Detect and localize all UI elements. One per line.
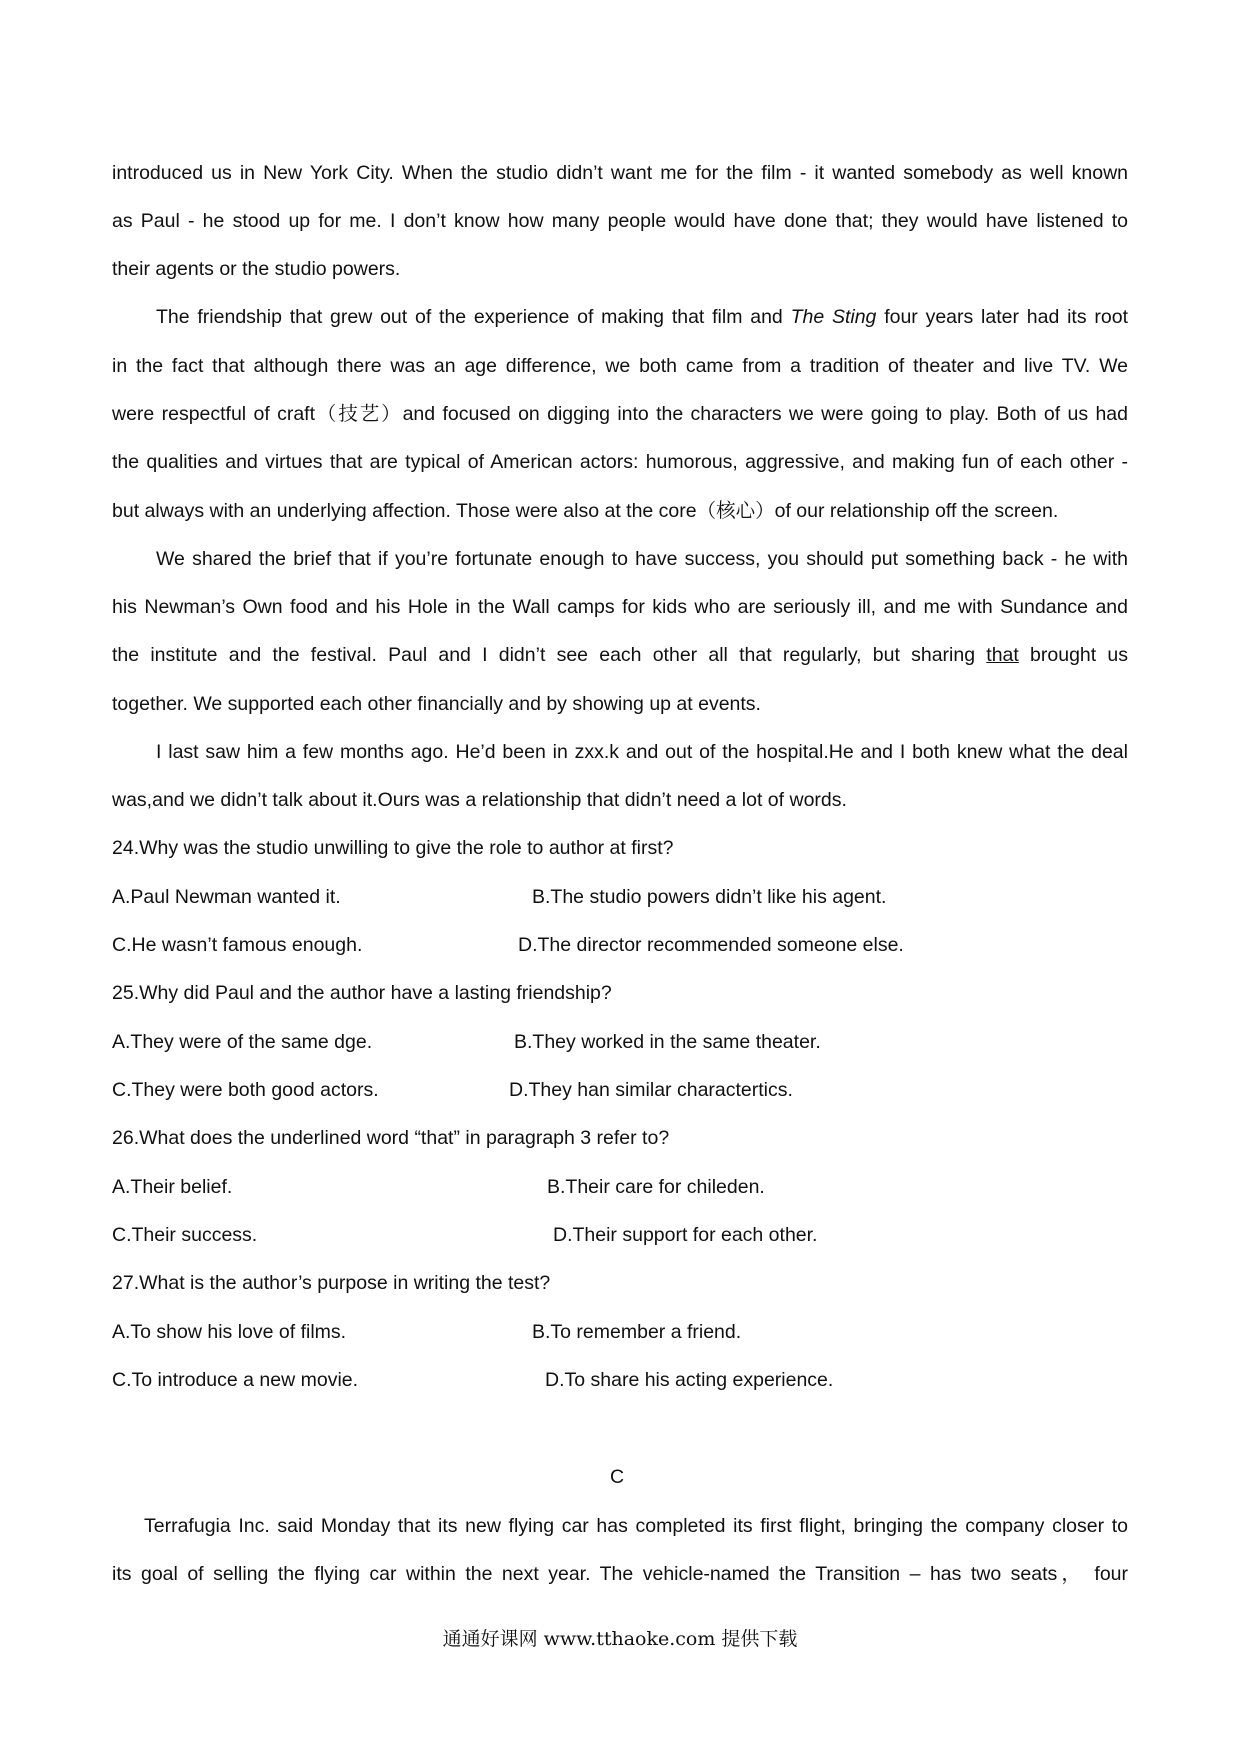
passage-line: the institute and the festival. Paul and I didn’t see each other all that regularly, but sharing that brought us — [112, 644, 1128, 666]
question-stem: 27.What is the author’s purpose in writing the test? — [112, 1272, 551, 1294]
question-stem: 26.What does the underlined word “that” in paragraph 3 refer to? — [112, 1127, 670, 1149]
passage-line: We shared the brief that if you’re fortunate enough to have success, you should put something back - he with — [156, 548, 1128, 570]
question-stem: 25.Why did Paul and the author have a lasting friendship? — [112, 982, 612, 1004]
option-d: D.They han similar charactertics. — [509, 1079, 793, 1101]
passage-line: together. We supported each other financially and by showing up at events. — [112, 693, 761, 715]
passage-line: their agents or the studio powers. — [112, 258, 401, 280]
page-footer: 通通好课网 www.tthaoke.com 提供下载 — [442, 1628, 798, 1650]
option-a: A.To show his love of films. — [112, 1321, 347, 1343]
passage-line: as Paul - he stood up for me. I don’t know how many people would have done that; they would have listened to — [112, 210, 1128, 232]
passage-line: Terrafugia Inc. said Monday that its new flying car has completed its first flight, bringing the company closer to — [144, 1515, 1128, 1537]
option-c: C.To introduce a new movie. — [112, 1369, 359, 1391]
option-a: A.Their belief. — [112, 1176, 233, 1198]
option-c: C.He wasn’t famous enough. — [112, 934, 363, 956]
passage-line: its goal of selling the flying car within the next year. The vehicle-named the Transition – has two seats， four — [112, 1563, 1128, 1585]
option-b: B.To remember a friend. — [532, 1321, 742, 1343]
passage-line: but always with an underlying affection. Those were also at the core（核心）of our relationship off the screen. — [112, 500, 1059, 522]
passage-line: was,and we didn’t talk about it.Ours was a relationship that didn’t need a lot of words. — [112, 789, 847, 811]
section-heading: C — [610, 1466, 625, 1488]
passage-line: I last saw him a few months ago. He’d been in zxx.k and out of the hospital.He and I both knew what the deal — [156, 741, 1128, 763]
option-a: A.Paul Newman wanted it. — [112, 886, 341, 908]
option-b: B.They worked in the same theater. — [514, 1031, 821, 1053]
passage-line: the qualities and virtues that are typical of American actors: humorous, aggressive, and making fun of each other - — [112, 451, 1128, 473]
option-a: A.They were of the same dge. — [112, 1031, 373, 1053]
passage-line: introduced us in New York City. When the studio didn’t want me for the film - it wanted somebody as well known — [112, 162, 1128, 184]
option-b: B.The studio powers didn’t like his agent. — [532, 886, 887, 908]
option-d: D.To share his acting experience. — [545, 1369, 834, 1391]
passage-line: The friendship that grew out of the experience of making that film and The Sting four years later had its root — [156, 306, 1128, 328]
option-b: B.Their care for chileden. — [547, 1176, 765, 1198]
option-d: D.The director recommended someone else. — [518, 934, 904, 956]
passage-line: in the fact that although there was an age difference, we both came from a tradition of theater and live TV. We — [112, 355, 1128, 377]
passage-line: were respectful of craft（技艺）and focused on digging into the characters we were going to play. Both of us had — [112, 403, 1128, 425]
option-d: D.Their support for each other. — [553, 1224, 818, 1246]
passage-line: his Newman’s Own food and his Hole in the Wall camps for kids who are seriously ill, and me with Sundance and — [112, 596, 1128, 618]
underlined-word: that — [986, 644, 1019, 666]
question-stem: 24.Why was the studio unwilling to give the role to author at first? — [112, 837, 674, 859]
film-title: The Sting — [790, 306, 877, 328]
option-c: C.They were both good actors. — [112, 1079, 379, 1101]
option-c: C.Their success. — [112, 1224, 258, 1246]
